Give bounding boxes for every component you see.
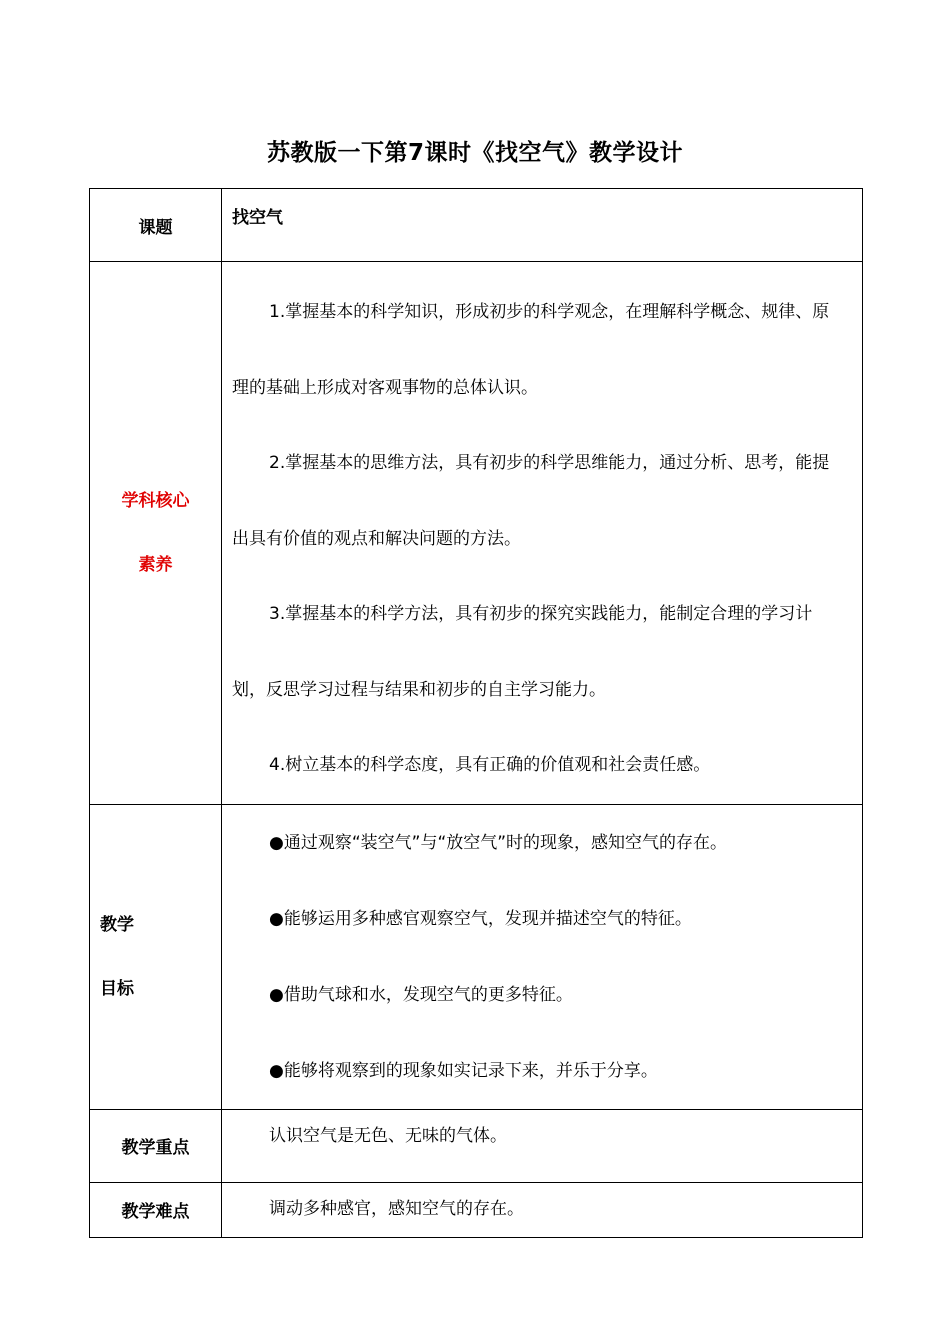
difficulty-label: 教学难点 bbox=[90, 1182, 222, 1237]
core-literacy-label-line1: 学科核心 bbox=[121, 490, 190, 511]
core-literacy-label-line2: 素养 bbox=[138, 554, 173, 575]
key-point-row bbox=[90, 1109, 863, 1182]
core-literacy-item: 1.掌握基本的科学知识，形成初步的科学观念，在理解科学概念、规律、原理的基础上形成对客观事物的总体认识。 bbox=[232, 302, 830, 398]
difficulty-value: 调动多种感官，感知空气的存在。 bbox=[222, 1182, 863, 1237]
topic-label: 课题 bbox=[90, 189, 222, 262]
core-literacy-item: 3.掌握基本的科学方法，具有初步的探究实践能力，能制定合理的学习计划，反思学习过程与结果和初步的自主学习能力。 bbox=[232, 604, 813, 700]
topic-value: 找空气 bbox=[222, 189, 863, 262]
core-literacy-row bbox=[90, 262, 863, 805]
core-literacy-item: 2.掌握基本的思维方法，具有初步的科学思维能力，通过分析、思考，能提出具有价值的观点和解决问题的方法。 bbox=[232, 453, 830, 549]
core-literacy-content bbox=[222, 262, 863, 805]
teaching-goals-label bbox=[90, 804, 222, 1109]
lesson-plan-table bbox=[89, 188, 863, 1238]
teaching-goals-content bbox=[222, 804, 863, 1109]
document-title: 苏教版一下第7课时《找空气》教学设计 bbox=[266, 140, 683, 166]
key-point-value: 认识空气是无色、无味的气体。 bbox=[222, 1109, 863, 1182]
teaching-goal-item: ●能够将观察到的现象如实记录下来，并乐于分享。 bbox=[269, 1060, 658, 1081]
teaching-goal-item: ●借助气球和水，发现空气的更多特征。 bbox=[269, 984, 573, 1005]
teaching-goals-row bbox=[90, 804, 863, 1109]
topic-row bbox=[90, 189, 863, 262]
difficulty-row bbox=[90, 1182, 863, 1237]
teaching-goal-item: ●能够运用多种感官观察空气，发现并描述空气的特征。 bbox=[269, 908, 692, 929]
core-literacy-item: 4.树立基本的科学态度，具有正确的价值观和社会责任感。 bbox=[269, 755, 711, 775]
teaching-goal-item: ●通过观察“装空气”与“放空气”时的现象，感知空气的存在。 bbox=[269, 832, 728, 853]
teaching-goals-label-line2: 目标 bbox=[100, 978, 134, 999]
key-point-label: 教学重点 bbox=[90, 1109, 222, 1182]
teaching-goals-label-line1: 教学 bbox=[100, 914, 134, 935]
core-literacy-label bbox=[90, 262, 222, 805]
